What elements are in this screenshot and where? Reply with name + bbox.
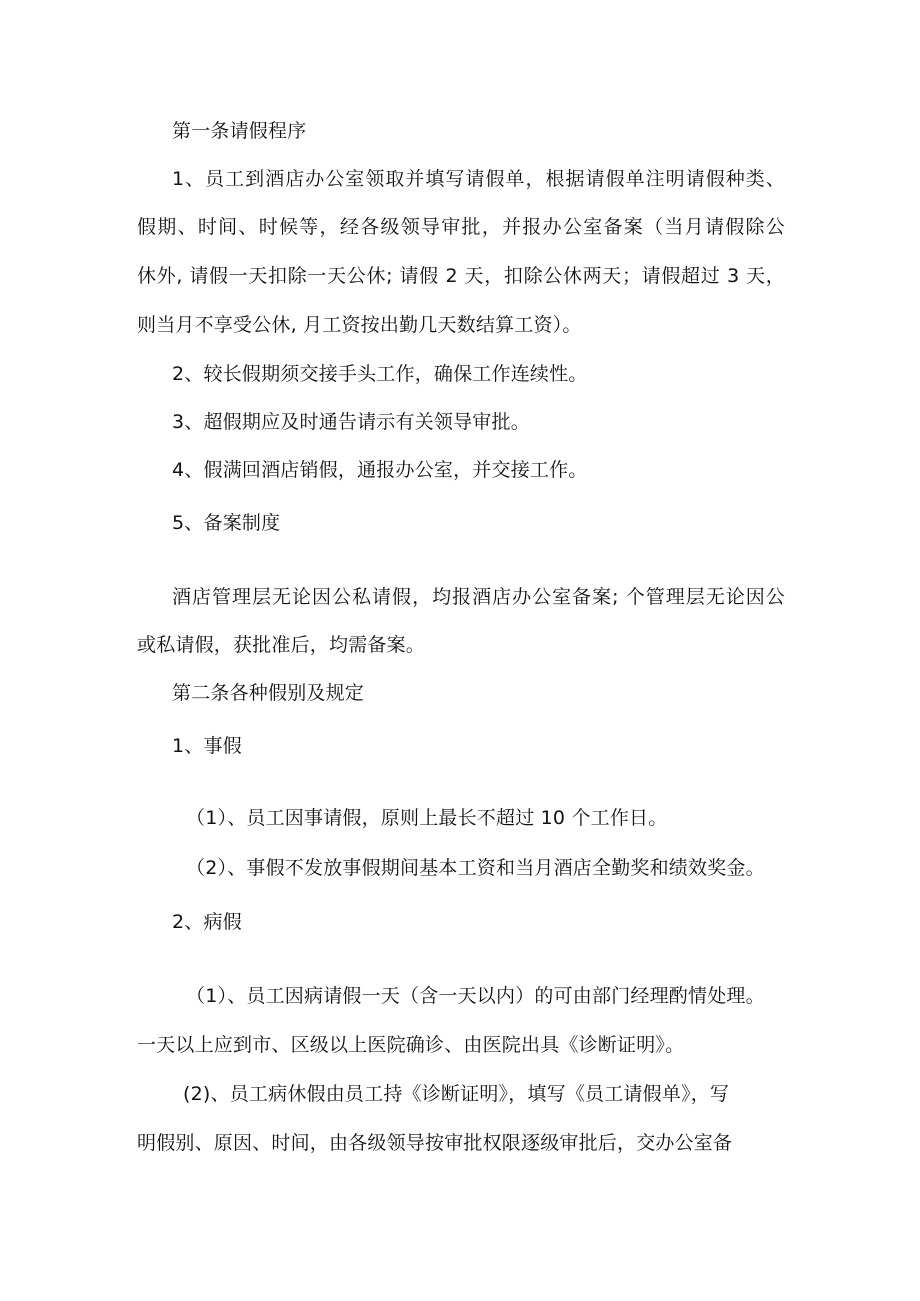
personal-leave-rule-2: （2）、事假不发放事假期间基本工资和当月酒店全勤奖和绩效奖金。: [186, 857, 765, 879]
sick-leave-heading: 2、病假: [172, 911, 242, 933]
paragraph-1-line-3: 休外, 请假一天扣除一天公休; 请假 2 天，扣除公休两天；请假超过 3 天，: [137, 265, 785, 287]
filing-paragraph-line-2: 或私请假，获批准后，均需备案。: [137, 634, 426, 656]
article-1-heading: 第一条请假程序: [172, 120, 307, 142]
sick-leave-rule-2-line-2: 明假别、原因、时间，由各级领导按审批权限逐级审批后，交办公室备: [137, 1132, 733, 1154]
item-2: 2、较长假期须交接手头工作，确保工作连续性。: [172, 363, 588, 385]
filing-paragraph-line-1: 酒店管理层无论因公私请假，均报酒店办公室备案; 个管理层无论因公: [172, 586, 785, 608]
item-3: 3、超假期应及时通告请示有关领导审批。: [172, 411, 530, 433]
item-5-heading: 5、备案制度: [172, 512, 281, 534]
sick-leave-rule-1-line-2: 一天以上应到市、区级以上医院确诊、由医院出具《诊断证明》。: [137, 1034, 685, 1056]
article-2-heading: 第二条各种假别及规定: [172, 682, 365, 704]
personal-leave-heading: 1、事假: [172, 735, 242, 757]
paragraph-1-line-2: 假期、时间、时候等，经各级领导审批，并报办公室备案（当月请假除公: [137, 216, 785, 238]
item-4: 4、假满回酒店销假，通报办公室，并交接工作。: [172, 459, 588, 481]
paragraph-1-line-1: 1、员工到酒店办公室领取并填写请假单，根据请假单注明请假种类、: [172, 168, 785, 190]
sick-leave-rule-2-line-1: (2)、员工病休假由员工持《诊断证明》，填写《员工请假单》，写: [183, 1083, 730, 1105]
personal-leave-rule-1: （1）、员工因事请假，原则上最长不超过 10 个工作日。: [186, 807, 668, 829]
sick-leave-rule-1-line-1: （1）、员工因病请假一天（含一天以内）的可由部门经理酌情处理。: [186, 985, 765, 1007]
paragraph-1-line-4: 则当月不享受公休, 月工资按出勤几天数结算工资）。: [137, 314, 582, 336]
